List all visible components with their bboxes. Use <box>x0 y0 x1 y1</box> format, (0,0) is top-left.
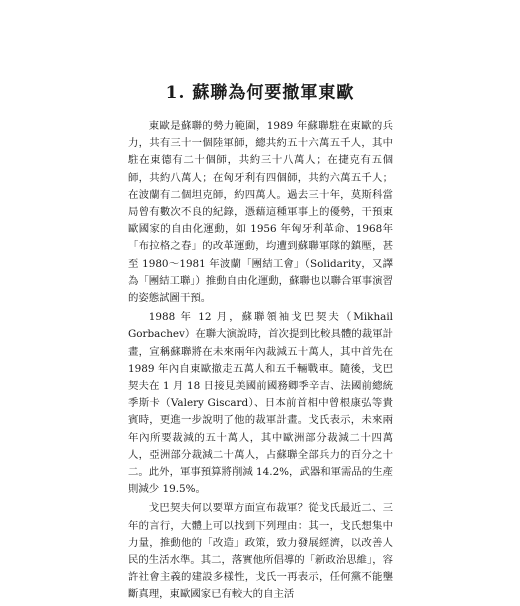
paragraph-3: 戈巴契夫何以要單方面宣布裁軍？從戈氏最近二、三年的言行，大體上可以找到下列理由：其一，戈氏想集中力量，推動他的「改造」政策，致力發展經濟，以改善人民的生活水準。其二，落實他所倡導的「新政治思維」，容許社會主義的建設多樣性，戈氏一再表示，任何黨不能壟斷真理，東歐國家已有較大的自主活 <box>128 502 393 601</box>
section-title: 1. 蘇聯為何要撤軍東歐 <box>165 83 355 103</box>
paragraph-2: 1988 年 12 月，蘇聯領袖戈巴契夫（Mikhail Gorbachev）在聯大演說時，首次提到比較具體的裁軍計畫，宣稱蘇聯將在未來兩年內裁減五十萬人，其中首先在 1989 年內自東歐撤走五萬人和五千輛戰車。隨後，戈巴契夫在 1 月 18 日接見美國前國務卿季辛吉、法國前總統季斯卡（Valery Giscard）、日本前首相中曾根康弘等貴賓時，更進一步說明了他的裁軍計畫。戈氏表示，未來兩年內所要裁減的五十萬人，其中歐洲部分裁減二十四萬人，亞洲部分裁減二十萬人，占蘇聯全部兵力的百分之十二。此外，軍事預算將削減 14.2%，武器和軍需品的生產則減少 19.5%。 <box>128 311 393 496</box>
paragraph-1: 東歐是蘇聯的勢力範圍，1989 年蘇聯駐在東歐的兵力，共有三十一個陸軍師，總共約五十六萬五千人，其中駐在東德有二十個師，共約三十八萬人；在捷克有五個師，共約八萬人；在匈牙利有四個師，共約六萬五千人；在波蘭有二個坦克師，約四萬人。過去三十年，莫斯科當局曾有數次不良的紀錄，憑藉這種軍事上的優勢，干預東歐國家的自由化運動，如 1956 年匈牙利革命、1968年「布拉格之春」的改革運動，均遭到蘇聯軍隊的鎮壓，甚至 1980～1981 年波蘭「團結工會」（Solidarity，又譯為「團結工聯」）推動自由化運動，蘇聯也以聯合軍事演習的姿態試圖干預。 <box>128 120 393 305</box>
body-text <box>128 118 393 606</box>
